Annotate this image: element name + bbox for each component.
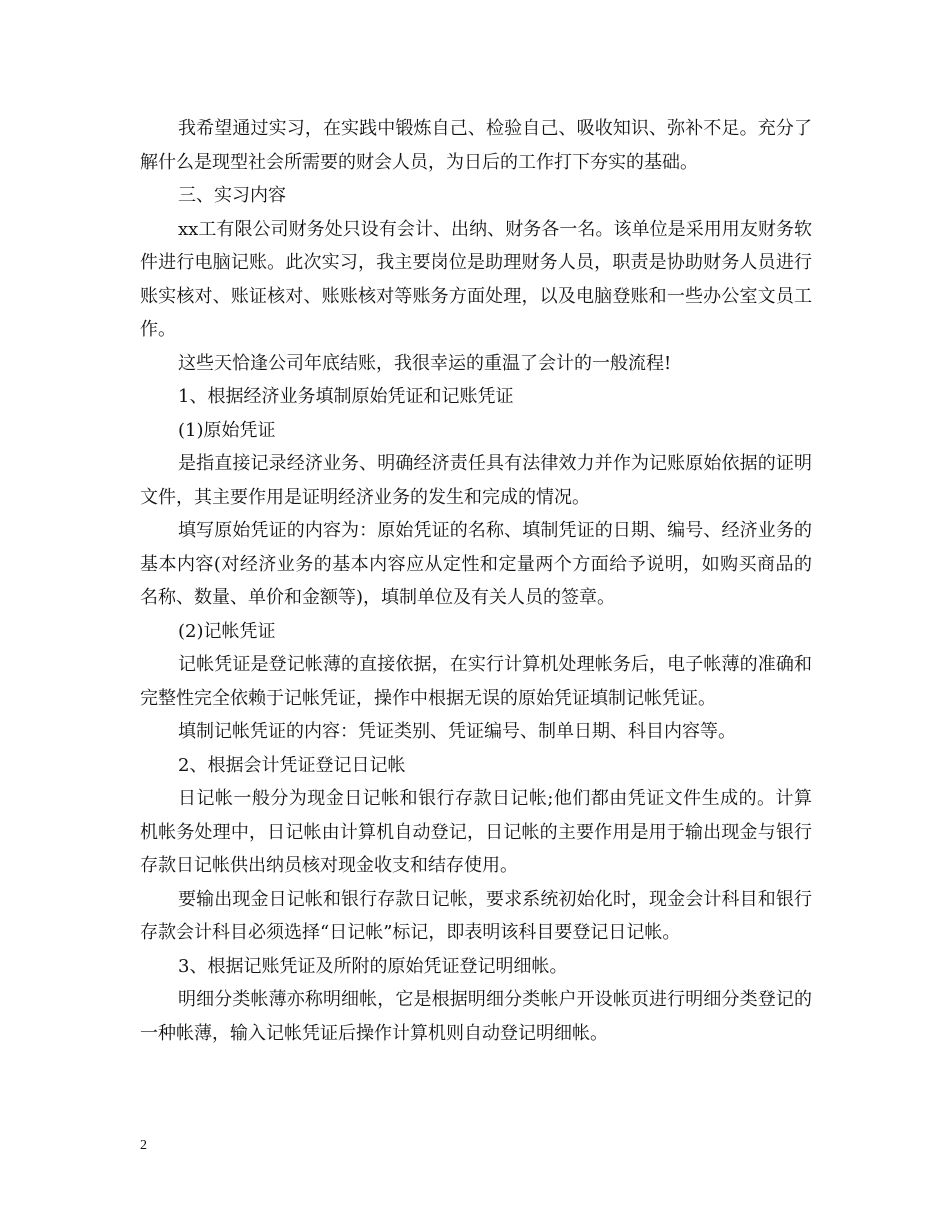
paragraph: 填写原始凭证的内容为：原始凭证的名称、填制凭证的日期、编号、经济业务的基本内容(对经济业务的基本内容应从定性和定量两个方面给予说明，如购买商品的名称、数量、单价和金额等)，填制单位及有关人员的签章。 bbox=[140, 520, 812, 608]
document-body bbox=[140, 112, 812, 1050]
paragraph: 是指直接记录经济业务、明确经济责任具有法律效力并作为记账原始依据的证明文件，其主要作用是证明经济业务的发生和完成的情况。 bbox=[140, 453, 812, 508]
paragraph: 日记帐一般分为现金日记帐和银行存款日记帐;他们都由凭证文件生成的。计算机帐务处理中，日记帐由计算机自动登记，日记帐的主要作用是用于输出现金与银行存款日记帐供出纳员核对现金收支和结存使用。 bbox=[140, 788, 812, 876]
subsection-heading: 3、根据记账凭证及所附的原始凭证登记明细帐。 bbox=[178, 955, 568, 977]
paragraph: 记帐凭证是登记帐薄的直接依据，在实行计算机处理帐务后，电子帐薄的准确和完整性完全依赖于记帐凭证，操作中根据无误的原始凭证填制记帐凭证。 bbox=[140, 654, 812, 709]
subsection-heading: (2)记帐凭证 bbox=[178, 620, 276, 642]
paragraph: 填制记帐凭证的内容：凭证类别、凭证编号、制单日期、科目内容等。 bbox=[178, 721, 736, 742]
section-heading: 三、实习内容 bbox=[178, 185, 286, 206]
subsection-heading: 1、根据经济业务填制原始凭证和记账凭证 bbox=[178, 386, 514, 407]
page-number: 2 bbox=[140, 1138, 147, 1153]
paragraph: 我希望通过实习，在实践中锻炼自己、检验自己、吸收知识、弥补不足。充分了解什么是现型社会所需要的财会人员，为日后的工作打下夯实的基础。 bbox=[140, 118, 812, 173]
paragraph: xx工有限公司财务处只设有会计、出纳、财务各一名。该单位是采用用友财务软件进行电脑记账。此次实习，我主要岗位是助理财务人员，职责是协助财务人员进行账实核对、账证核对、账账核对等账务方面处理，以及电脑登账和一些办公室文员工作。 bbox=[140, 218, 812, 340]
paragraph: 要输出现金日记帐和银行存款日记帐，要求系统初始化时，现金会计科目和银行存款会计科目必须选择“日记帐”标记，即表明该科目要登记日记帐。 bbox=[140, 888, 812, 943]
subsection-heading: 2、根据会计凭证登记日记帐 bbox=[178, 754, 406, 776]
paragraph: 明细分类帐薄亦称明细帐，它是根据明细分类帐户开设帐页进行明细分类登记的一种帐薄，输入记帐凭证后操作计算机则自动登记明细帐。 bbox=[140, 989, 812, 1044]
subsection-heading: (1)原始凭证 bbox=[178, 419, 276, 441]
paragraph: 这些天恰逢公司年底结账，我很幸运的重温了会计的一般流程! bbox=[178, 352, 672, 374]
